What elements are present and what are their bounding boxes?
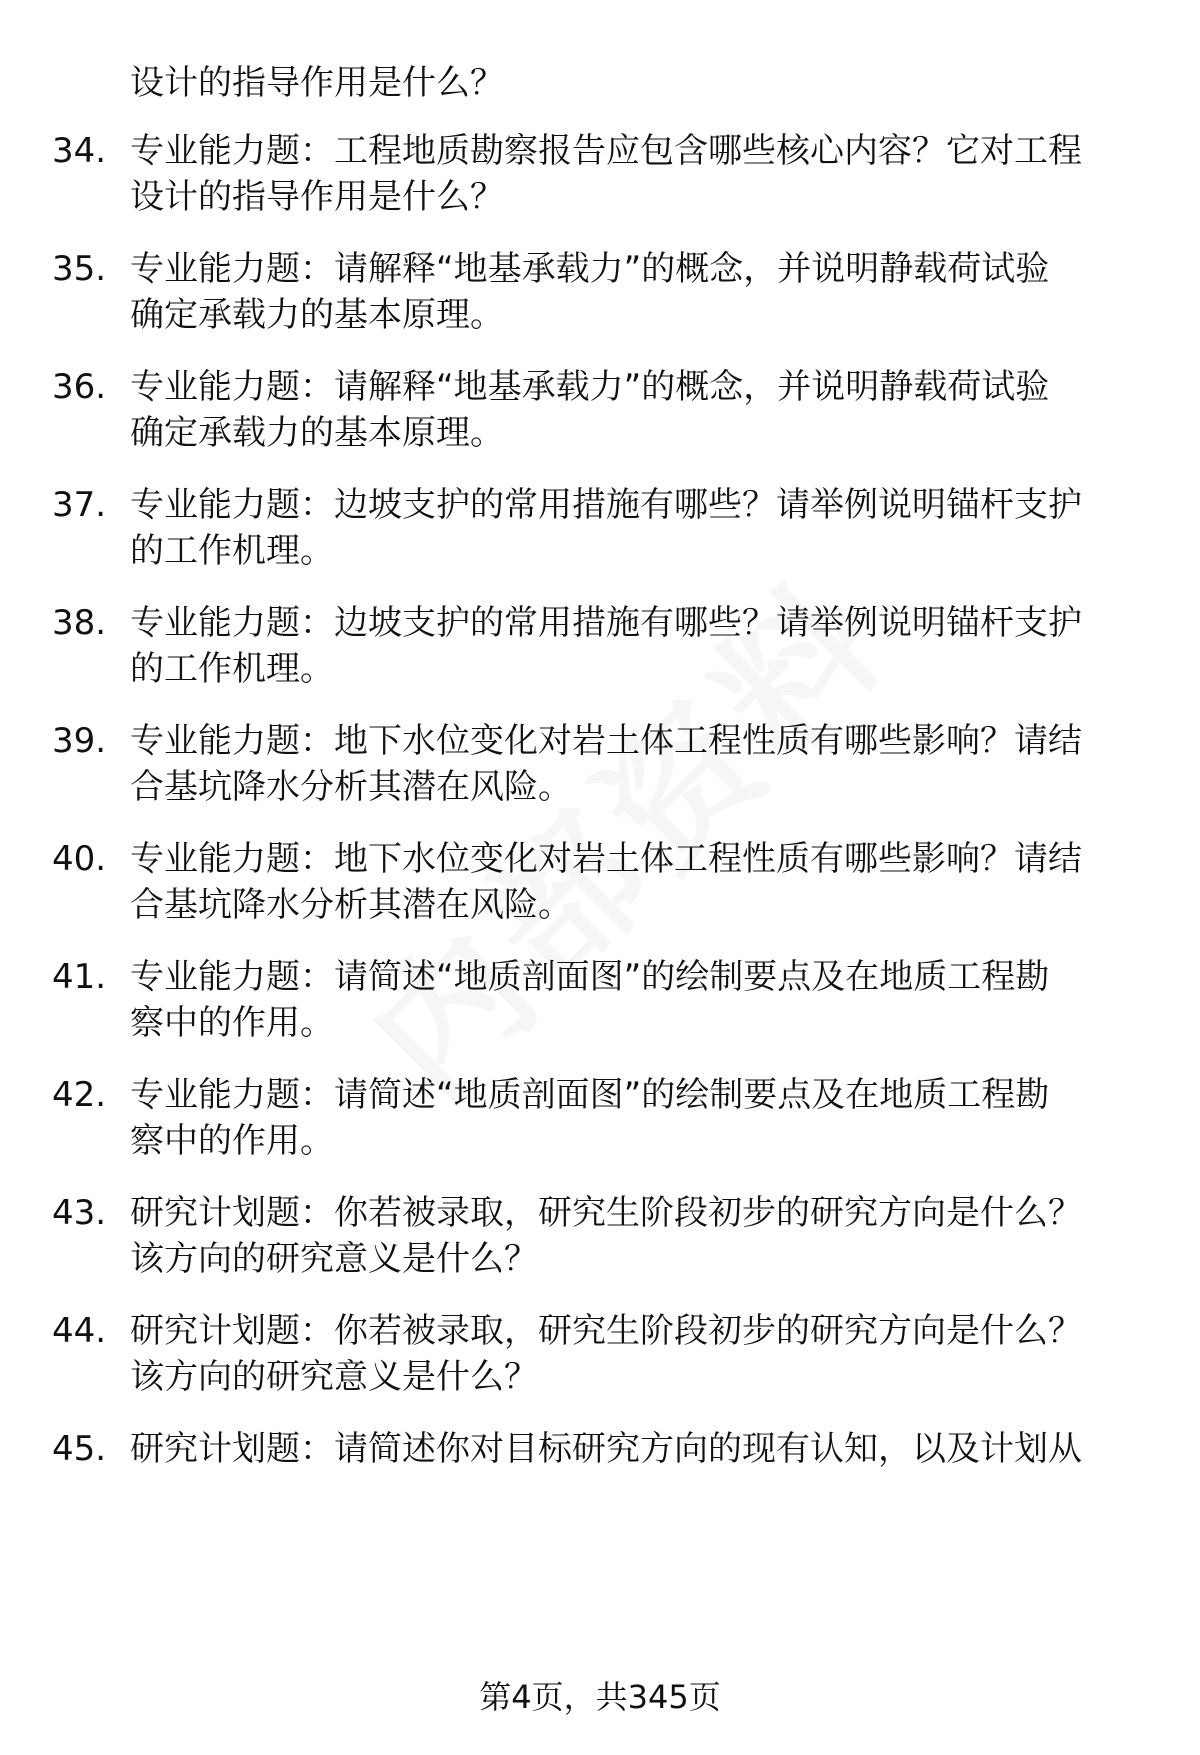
question-item [52,364,1142,456]
question-text [130,1308,1142,1400]
question-line: 合基坑降水分析其潜在风险。 [130,885,572,925]
question-item [52,482,1142,574]
question-line: 该方向的研究意义是什么？ [130,1357,538,1397]
question-number: 39. [52,721,107,761]
question-text [130,600,1142,692]
question-item [52,1190,1142,1282]
question-item [52,1072,1142,1164]
question-line: 专业能力题：地下水位变化对岩土体工程性质有哪些影响？请结 [130,721,1082,761]
question-line: 研究计划题：请简述你对目标研究方向的现有认知，以及计划从 [130,1429,1082,1469]
question-text [130,1426,1142,1472]
question-item [52,1426,1142,1472]
question-line: 专业能力题：工程地质勘察报告应包含哪些核心内容？它对工程 [130,131,1082,171]
question-line: 专业能力题：边坡支护的常用措施有哪些？请举例说明锚杆支护 [130,603,1082,643]
question-text [130,1190,1142,1282]
question-line: 专业能力题：地下水位变化对岩土体工程性质有哪些影响？请结 [130,839,1082,879]
question-item [52,954,1142,1046]
question-number: 38. [52,603,107,643]
question-line: 察中的作用。 [130,1003,334,1043]
question-line: 的工作机理。 [130,531,334,571]
question-item [52,600,1142,692]
question-number: 36. [52,367,107,407]
question-line: 设计的指导作用是什么？ [130,177,504,217]
question-text [130,246,1142,338]
question-number: 42. [52,1075,107,1115]
question-line: 合基坑降水分析其潜在风险。 [130,767,572,807]
question-number: 37. [52,485,107,525]
question-line: 专业能力题：请简述“地质剖面图”的绘制要点及在地质工程勘 [130,1075,1050,1115]
question-text [130,836,1142,928]
question-line: 确定承载力的基本原理。 [130,413,504,453]
question-item [52,836,1142,928]
question-number: 41. [52,957,107,997]
question-number: 34. [52,131,107,171]
question-number: 44. [52,1311,107,1351]
question-line: 研究计划题：你若被录取，研究生阶段初步的研究方向是什么？ [130,1311,1082,1351]
page-footer: 第4页，共345页 [479,1678,721,1716]
question-line: 专业能力题：请解释“地基承载力”的概念，并说明静载荷试验 [130,367,1050,407]
question-text [130,364,1142,456]
question-item [52,128,1142,220]
question-line: 察中的作用。 [130,1121,334,1161]
question-line: 专业能力题：边坡支护的常用措施有哪些？请举例说明锚杆支护 [130,485,1082,525]
question-line: 确定承载力的基本原理。 [130,295,504,335]
question-line: 专业能力题：请解释“地基承载力”的概念，并说明静载荷试验 [130,249,1050,289]
question-number: 40. [52,839,107,879]
question-line: 的工作机理。 [130,649,334,689]
question-item [52,1308,1142,1400]
question-number: 43. [52,1193,107,1233]
question-line: 专业能力题：请简述“地质剖面图”的绘制要点及在地质工程勘 [130,957,1050,997]
question-line: 研究计划题：你若被录取，研究生阶段初步的研究方向是什么？ [130,1193,1082,1233]
question-item [52,718,1142,810]
question-text [130,1072,1142,1164]
question-text [130,128,1142,220]
question-line: 该方向的研究意义是什么？ [130,1239,538,1279]
question-number: 35. [52,249,107,289]
question-text [130,954,1142,1046]
question-text [130,482,1142,574]
continued-question-text: 设计的指导作用是什么？ [130,63,504,103]
question-item [52,246,1142,338]
question-number: 45. [52,1429,107,1469]
question-text [130,718,1142,810]
